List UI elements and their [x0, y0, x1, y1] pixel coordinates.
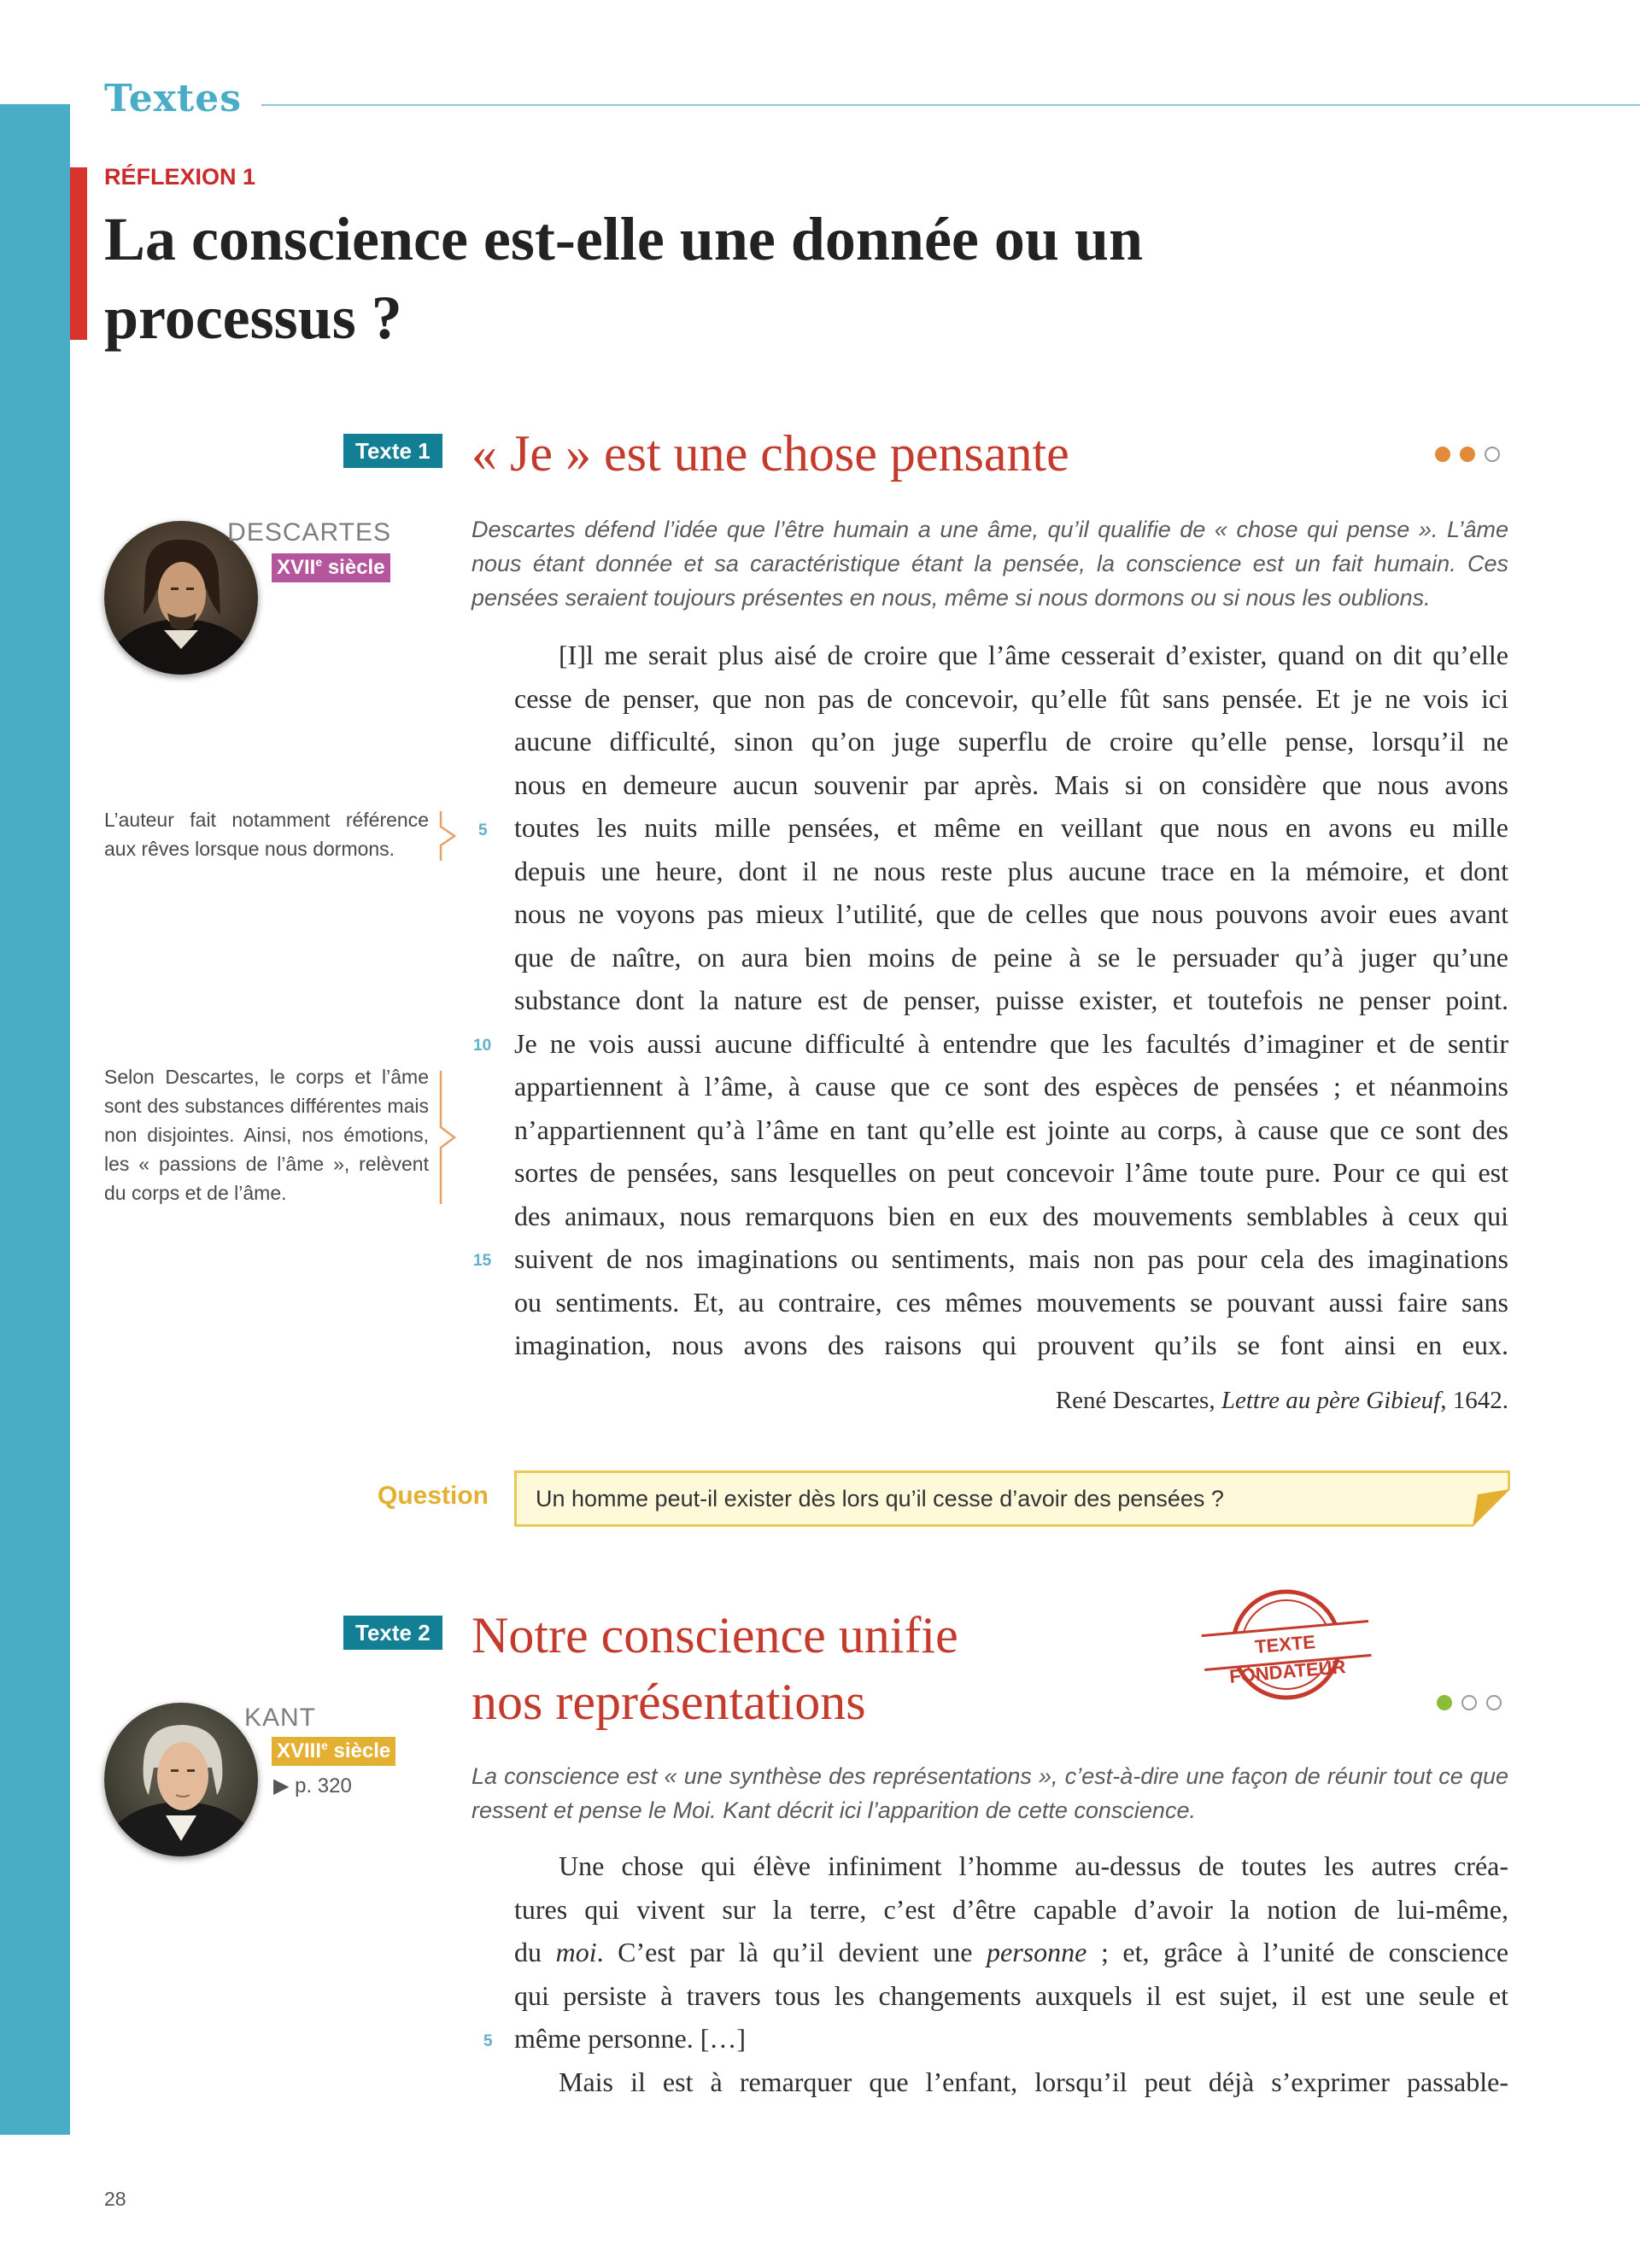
text2-title-line2: nos représentations: [472, 1674, 866, 1730]
difficulty-dot-empty: [1486, 1695, 1502, 1710]
margin-note-body-soul: Selon Descartes, le corps et l’âme sont des substances différentes mais non disjointes. Ainsi, nos émotions, les « passions de l’âme », relèvent du corps et de l’âme.: [104, 1066, 429, 1204]
page-title: La conscience est-elle une donnée ou un processus ?: [104, 205, 1143, 352]
margin-note-dreams: L’auteur fait notamment référence aux rêves lorsque nous dormons.: [104, 809, 429, 860]
note-bracket: [439, 810, 458, 862]
text1-badge: Texte 1: [343, 434, 442, 468]
text2-intro: La conscience est « une synthèse des représentations », c’est-à-dire une façon de réunir tout ce que ressent et pense le Moi. Kant décrit ici l’apparition de cette conscience.: [472, 1763, 1508, 1823]
section-rule: [261, 104, 1640, 106]
reflexion-label: RÉFLEXION 1: [104, 164, 256, 190]
difficulty-dot-filled: [1460, 447, 1475, 462]
text1-source: René Descartes, Lettre au père Gibieuf, 1642.: [1055, 1387, 1508, 1414]
text2-line: tures qui vivent sur la terre, c’est d’être capable d’avoir la notion de lui-même,: [514, 1893, 1508, 1925]
text1-body: [I]l me serait plus aisé de croire que l’âme cesserait d’exister, quand on dit qu’elle cesse de penser, que non pas de concevoir, qu’elle fût sans pensée. Et je ne vois ici aucune difficulté, sinon qu’on juge superflu de croire qu’elle pense, lorsqu’il ne nous en demeure aucun souvenir par après. Mais si on considère que nous avons toutes les nuits mille pensées, et même en veillant que nous en avons eu mille depuis une heure, dont il ne nous reste plus aucune trace en la mémoire, et dont nous ne voyons pas mieux l’utilité, que de celles que nous pouvons avoir eues avant que de naître, on aura bien moins de peine à se le persuader qu’à juger qu’une substance dont la nature est de penser, puisse exister, et toutefois ne penser point. Je ne vois aussi aucune difficulté à entendre que les facultés d’imaginer et de sentir appartiennent à l’âme, à cause que ce sont des espèces de pensées ; et néanmoins n’appartiennent qu’à l’âme en tant qu’elle est jointe au corps, à cause que ce sont des sortes de pensées, sans lesquelles on peut concevoir l’âme toute pure. Pour ce qui est des animaux, nous remarquons bien en eux des mouvements semblables à ceux qui suivent de nos imaginations ou sentiments, mais non pas pour cela des imaginations ou sentiments. Et, au contraire, ces mêmes mouvements se pouvant aussi faire sans imagination, nous avons des raisons qui prouvent qu’ils se font ainsi en eux.: [514, 640, 1508, 1360]
line-number-5: 5: [483, 2032, 493, 2050]
line-number-5: 5: [478, 821, 488, 839]
text1-author-name: DESCARTES: [227, 518, 391, 547]
text2-line: du moi. C’est par là qu’il devient une personne ; et, grâce à l’unité de conscience: [514, 1937, 1509, 1967]
title-accent-bar: [70, 167, 87, 340]
difficulty-dot-empty: [1485, 447, 1500, 462]
text2-line: même personne. […]: [514, 2023, 747, 2054]
question-corner-fold: [1473, 1489, 1510, 1527]
difficulty-dot-filled: [1437, 1695, 1452, 1710]
text2-line: Mais il est à remarquer que l’enfant, lorsqu’il peut déjà s’exprimer passable-: [559, 2066, 1508, 2097]
line-number-10: 10: [473, 1037, 492, 1055]
difficulty-dot-empty: [1461, 1695, 1477, 1710]
text2-line: Une chose qui élève infiniment l’homme au-dessus de toutes les autres créa-: [559, 1850, 1508, 1881]
text2-line: qui persiste à travers tous les changements auxquels il est sujet, il est une seule et: [514, 1979, 1508, 2011]
texte-fondateur-stamp: [1201, 1587, 1372, 1703]
question-box: [514, 1470, 1510, 1527]
text1-century-badge: XVIIe siècle: [272, 553, 390, 582]
text2-difficulty: [1437, 1695, 1505, 1712]
text2-badge: Texte 2: [343, 1616, 442, 1650]
text2-author-name: KANT: [243, 1704, 316, 1732]
text2-century-badge: XVIIIe siècle: [272, 1737, 395, 1766]
text2-title-line1: Notre conscience unifie: [472, 1607, 958, 1663]
text1-intro: Descartes défend l’idée que l’être humain a une âme, qu’il qualifie de « chose qui pense ». L’âme nous étant donnée et sa caractéristique étant la pensée, la conscience est un fait humain. Ces pensées seraient toujours présentes en nous, même si nous dormons ou si nous les oublions.: [472, 517, 1508, 611]
question-label: Question: [378, 1482, 489, 1510]
left-color-bar: [0, 104, 70, 2135]
line-number-15: 15: [473, 1252, 492, 1270]
question-text: Un homme peut-il exister dès lors qu’il cesse d’avoir des pensées ?: [536, 1486, 1224, 1511]
section-title: Textes: [104, 77, 243, 120]
page-number: 28: [104, 2188, 126, 2210]
stamp-label: TEXTE FONDATEUR: [1228, 1631, 1347, 1687]
text1-difficulty: [1435, 447, 1503, 464]
text2-body: [514, 1844, 1508, 2103]
page-reference-link[interactable]: ▶ p. 320: [273, 1774, 352, 1797]
note-bracket: [439, 1069, 458, 1206]
difficulty-dot-filled: [1435, 447, 1450, 462]
text1-title: « Je » est une chose pensante: [472, 425, 1069, 482]
